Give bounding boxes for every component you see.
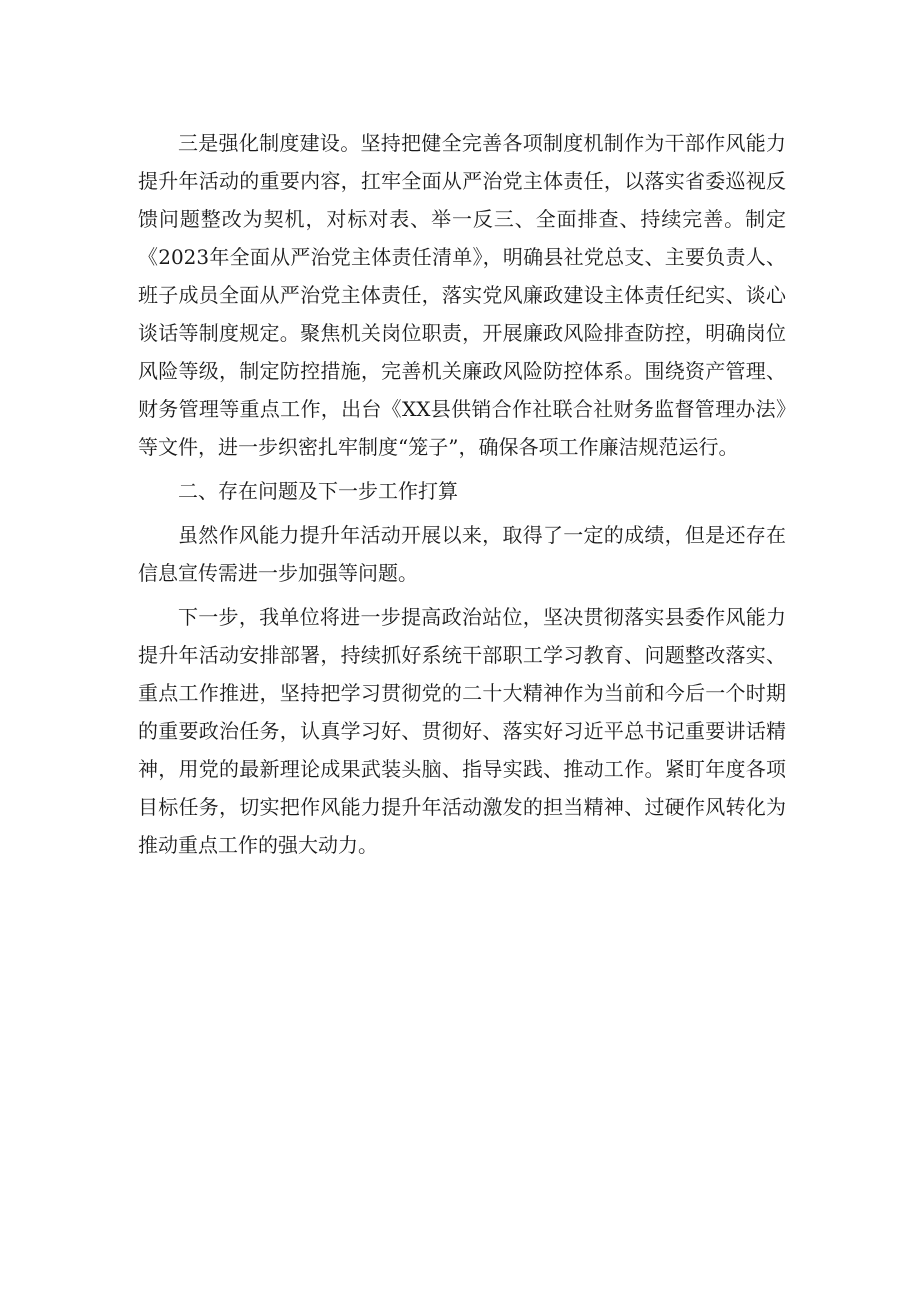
paragraph-institution-building: 三是强化制度建设。坚持把健全完善各项制度机制作为干部作风能力提升年活动的重要内容，扛牢全面从严治党主体责任，以落实省委巡视反馈问题整改为契机，对标对表、举一反三、全面排查、持续完善。制定《2023年全面从严治党主体责任清单》，明确县社党总支、主要负责人、班子成员全面从严治党主体责任，落实党风廉政建设主体责任纪实、谈心谈话等制度规定。聚焦机关岗位职责，开展廉政风险排查防控，明确岗位风险等级，制定防控措施，完善机关廉政风险防控体系。围绕资产管理、财务管理等重点工作，出台《XX县供销合作社联合社财务监督管理办法》等文件，进一步织密扎牢制度“笼子”，确保各项工作廉洁规范运行。 [138, 131, 786, 459]
section-heading: 二、存在问题及下一步工作打算 [178, 479, 458, 503]
document-body [138, 124, 786, 870]
paragraph-problems: 虽然作风能力提升年活动开展以来，取得了一定的成绩，但是还存在信息宣传需进一步加强等问题。 [138, 523, 786, 585]
paragraph-next-steps: 下一步，我单位将进一步提高政治站位，坚决贯彻落实县委作风能力提升年活动安排部署，持续抓好系统干部职工学习教育、问题整改落实、重点工作推进，坚持把学习贯彻党的二十大精神作为当前和今后一个时期的重要政治任务，认真学习好、贯彻好、落实好习近平总书记重要讲话精神，用党的最新理论成果武装头脑、指导实践、推动工作。紧盯年度各项目标任务，切实把作风能力提升年活动激发的担当精神、过硬作风转化为推动重点工作的强大动力。 [138, 605, 786, 857]
